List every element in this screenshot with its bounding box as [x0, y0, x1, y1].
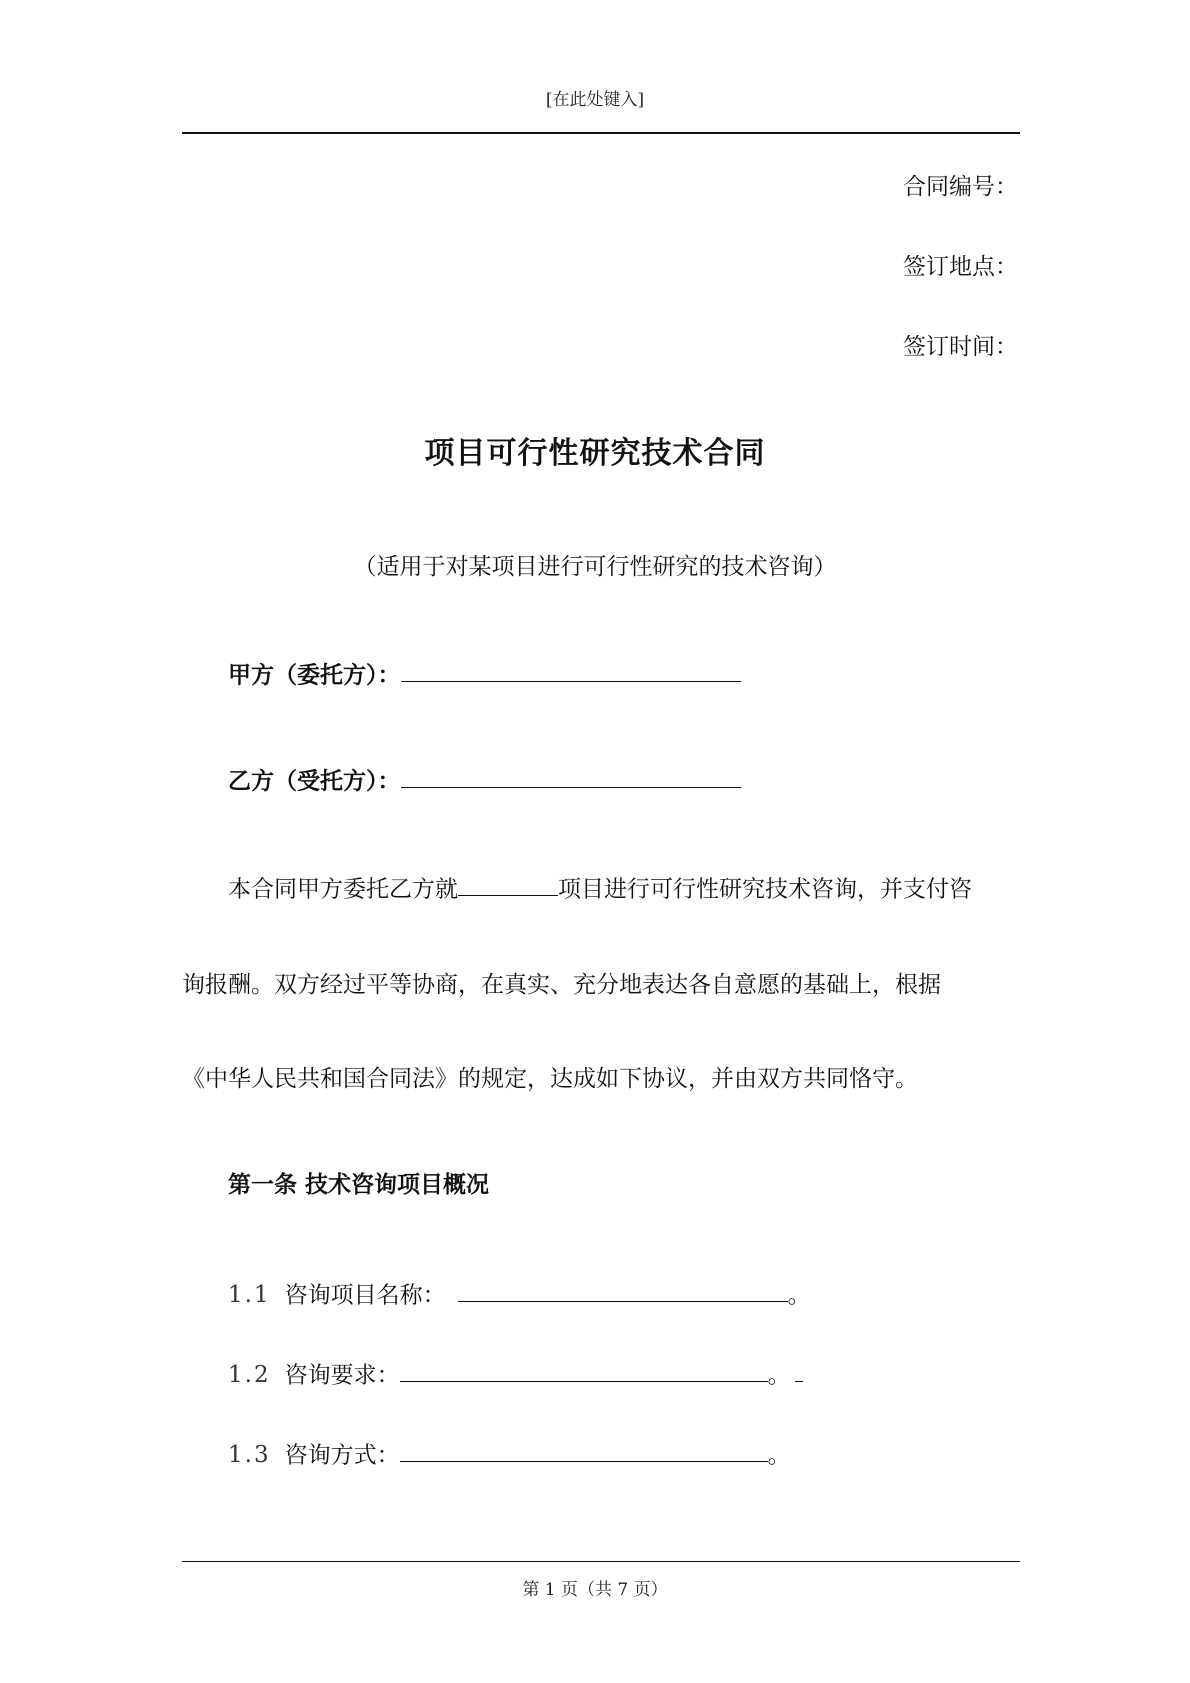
item-number: 1.3 — [228, 1442, 271, 1469]
intro-line-1-suffix: 项目进行可行性研究技术咨询，并支付咨 — [558, 876, 972, 903]
item-end: 。 — [787, 1282, 811, 1309]
party-b-label: 乙方（受托方）： — [228, 768, 401, 795]
document-subtitle: （适用于对某项目进行可行性研究的技术咨询） — [353, 554, 837, 580]
consult-project-name-blank — [458, 1276, 788, 1302]
item-number: 1.1 — [228, 1282, 271, 1309]
trailing-mark — [795, 1361, 803, 1383]
party-a-label: 甲方（委托方）： — [228, 662, 401, 689]
intro-line-3: 《中华人民共和国合同法》的规定，达成如下协议，并由双方共同恪守。 — [182, 1066, 918, 1092]
intro-line-2: 询报酬。双方经过平等协商，在真实、充分地表达各自意愿的基础上，根据 — [182, 972, 941, 998]
sign-time-label: 签订时间： — [903, 334, 1018, 360]
item-label: 咨询项目名称： — [284, 1282, 446, 1309]
item-1-2 — [228, 1356, 803, 1389]
page-footer: 第 1 页（共 7 页） — [522, 1580, 668, 1600]
footer-rule — [182, 1561, 1020, 1562]
intro-line-1 — [228, 870, 972, 903]
item-1-1 — [228, 1276, 811, 1309]
page-header: [在此处键入] — [545, 90, 645, 110]
consult-requirement-blank — [400, 1356, 768, 1382]
item-number: 1.2 — [228, 1362, 271, 1389]
item-label: 咨询方式： — [284, 1442, 400, 1469]
intro-line-1-prefix: 本合同甲方委托乙方就 — [228, 876, 458, 903]
consult-method-blank — [400, 1436, 768, 1462]
contract-number-label: 合同编号： — [903, 174, 1018, 200]
item-end: 。 — [767, 1362, 791, 1389]
item-1-3 — [228, 1436, 791, 1469]
document-title: 项目可行性研究技术合同 — [424, 436, 766, 471]
intro-paragraph — [182, 0, 1020, 1100]
sign-place-label: 签订地点： — [903, 254, 1018, 280]
project-name-blank — [458, 870, 558, 896]
item-end: 。 — [767, 1442, 791, 1469]
article-1-heading: 第一条 技术咨询项目概况 — [228, 1172, 490, 1198]
item-label: 咨询要求： — [284, 1362, 400, 1389]
